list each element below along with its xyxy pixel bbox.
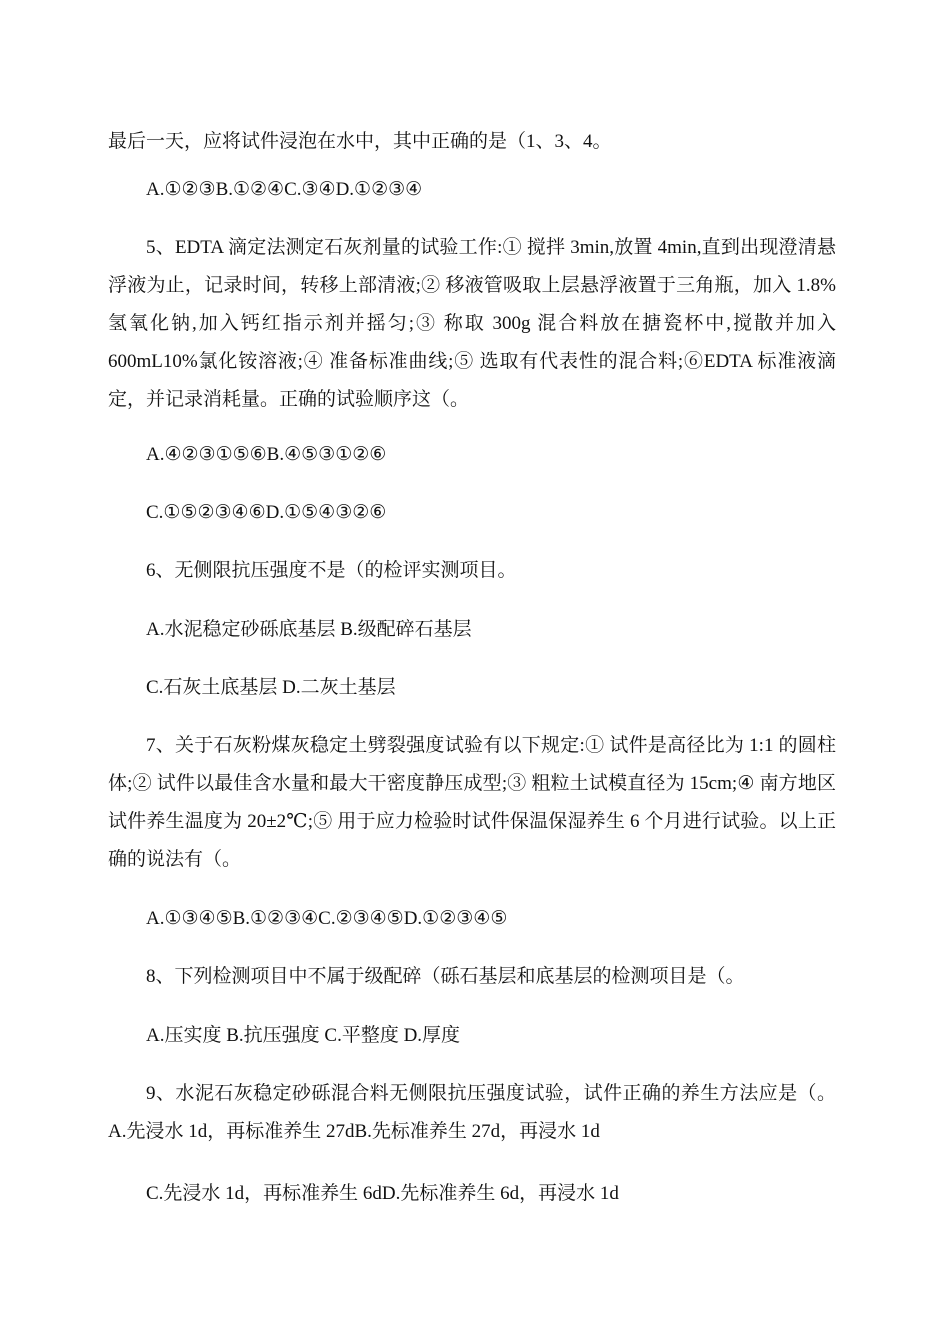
question-6-options-cd: C.石灰土底基层 D.二灰土基层: [146, 677, 396, 698]
question-7-options: A.①③④⑤B.①②③④C.②③④⑤D.①②③④⑤: [146, 908, 508, 929]
question-5-text: 5、EDTA 滴定法测定石灰剂量的试验工作:① 搅拌 3min,放置 4min,直到出现澄清悬浮液为止，记录时间，转移上部清液;② 移液管吸取上层悬浮液置于三角瓶，加入 1.8%氢氧化钠,加入钙红指示剂并摇匀;③ 称取 300g 混合料放在搪瓷杯中,搅散并加入 600mL10%氯化铵溶液;④ 准备标准曲线;⑤ 选取有代表性的混合料;⑥EDTA 标准液滴定，并记录消耗量。正确的试验顺序这（。: [108, 237, 836, 410]
question-6-text: 6、无侧限抗压强度不是（的检评实测项目。: [146, 560, 517, 581]
question-6-options-ab: A.水泥稳定砂砾底基层 B.级配碎石基层: [146, 619, 472, 640]
question-8-options: A.压实度 B.抗压强度 C.平整度 D.厚度: [146, 1025, 461, 1046]
question-9-options-cd: C.先浸水 1d，再标准养生 6dD.先标准养生 6d，再浸水 1d: [146, 1183, 619, 1204]
question-4-options: A.①②③B.①②④C.③④D.①②③④: [146, 179, 423, 200]
paragraph-question-4-end: 最后一天，应将试件浸泡在水中，其中正确的是（1、3、4。: [108, 131, 612, 152]
question-7-text: 7、关于石灰粉煤灰稳定土劈裂强度试验有以下规定:① 试件是高径比为 1:1 的圆柱体;② 试件以最佳含水量和最大干密度静压成型;③ 粗粒土试模直径为 15cm;④ 南方地区试件养生温度为 20±2℃;⑤ 用于应力检验时试件保温保湿养生 6 个月进行试验。以上正确的说法有（。: [108, 735, 836, 870]
question-5-options-cd: C.①⑤②③④⑥D.①⑤④③②⑥: [146, 502, 387, 523]
question-9-text: 9、水泥石灰稳定砂砾混合料无侧限抗压强度试验，试件正确的养生方法应是（。A.先浸水 1d，再标准养生 27dB.先标准养生 27d，再浸水 1d: [108, 1083, 836, 1142]
question-8-text: 8、下列检测项目中不属于级配碎（砾石基层和底基层的检测项目是（。: [146, 966, 745, 987]
question-5-options-ab: A.④②③①⑤⑥B.④⑤③①②⑥: [146, 444, 387, 465]
